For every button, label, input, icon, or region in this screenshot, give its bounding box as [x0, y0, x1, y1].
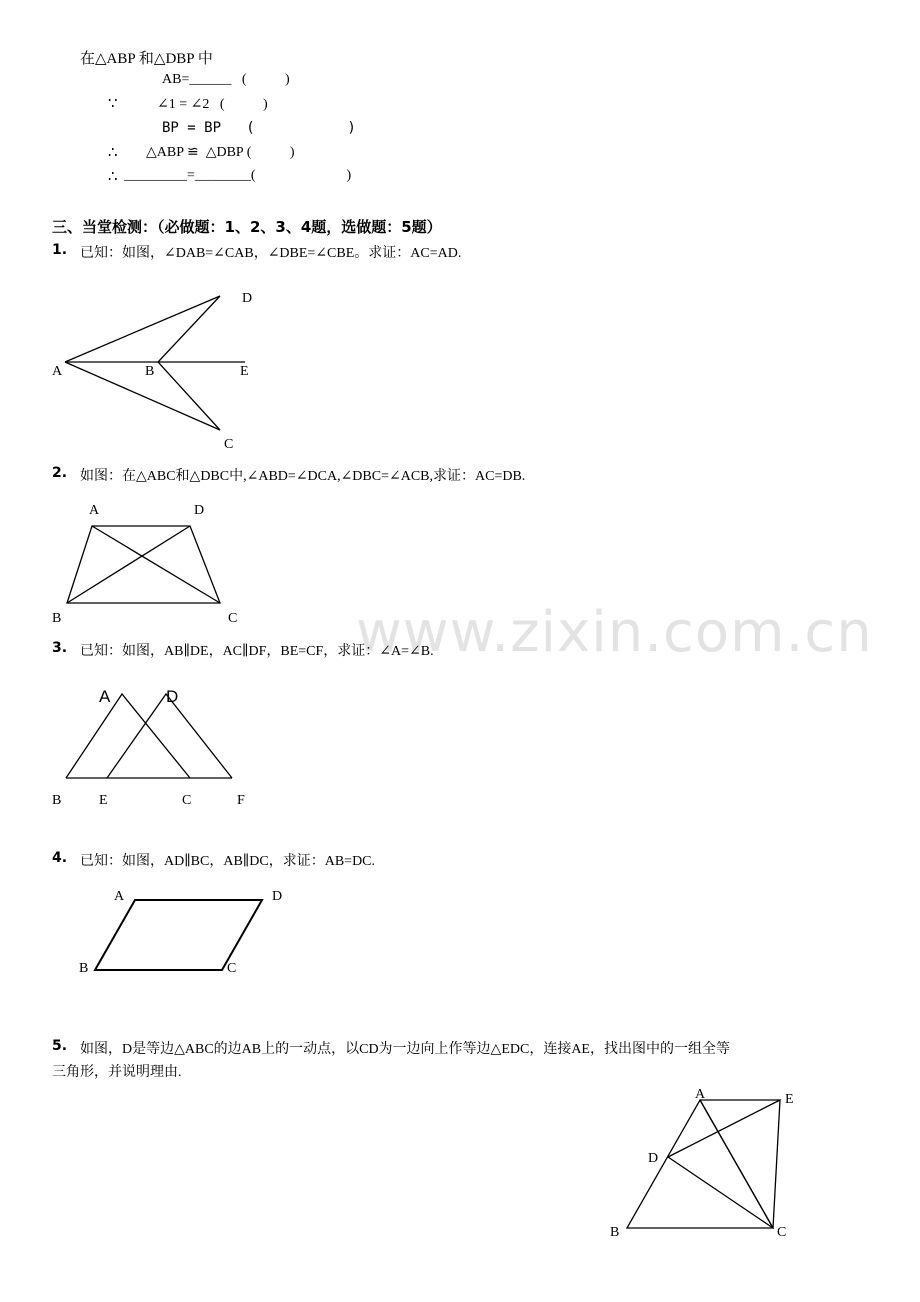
q1-kite — [65, 296, 220, 430]
q5-line-AC — [700, 1100, 773, 1228]
q1-label-B: B — [145, 364, 155, 379]
q5-triangle-EDC — [668, 1100, 780, 1228]
q3-label-D: D — [166, 687, 179, 706]
q2-figure — [67, 526, 220, 603]
proof-line-3: BP = BP ( ) — [162, 120, 356, 136]
because-symbol: ∵ — [108, 96, 118, 112]
q1-label-D: D — [242, 291, 253, 306]
q3-text: 已知：如图，AB∥DE，AC∥DF，BE=CF，求证：∠A=∠B. — [80, 644, 434, 659]
q2-line-AC — [92, 526, 220, 603]
q2-text: 如图：在△ABC和△DBC中,∠ABD=∠DCA,∠DBC=∠ACB,求证：AC=DB. — [80, 469, 526, 484]
proof-line-0: 在△ABP 和△DBP 中 — [80, 51, 213, 67]
watermark: www.zixin.com.cn — [356, 600, 873, 665]
q2-line-DB — [67, 526, 190, 603]
proof-line-5: _________=________( ) — [124, 168, 352, 183]
q3-number: 3. — [52, 640, 68, 656]
q4-number: 4. — [52, 850, 68, 866]
q3-label-C: C — [182, 793, 192, 808]
q3-triangle-ABC — [66, 694, 190, 778]
q5-label-B: B — [610, 1225, 620, 1240]
section-heading: 三、当堂检测：（必做题：1、2、3、4题，选做题：5题） — [52, 218, 442, 236]
q1-label-E: E — [240, 364, 249, 379]
q4-text: 已知：如图，AD∥BC，AB∥DC，求证：AB=DC. — [80, 854, 376, 869]
q2-label-B: B — [52, 611, 62, 626]
q1-label-C: C — [224, 437, 234, 452]
q1-number: 1. — [52, 242, 68, 258]
therefore-symbol-2: ∴ — [108, 169, 118, 185]
therefore-symbol-1: ∴ — [108, 145, 118, 161]
q4-label-D: D — [272, 889, 283, 904]
q3-label-A: A — [99, 687, 111, 706]
q5-label-C: C — [777, 1225, 787, 1240]
q4-label-C: C — [227, 961, 237, 976]
q5-label-E: E — [785, 1092, 794, 1107]
q2-trapezoid — [67, 526, 220, 603]
q3-label-E: E — [99, 793, 108, 808]
q1-text: 已知：如图，∠DAB=∠CAB，∠DBE=∠CBE。求证：AC=AD. — [80, 246, 462, 261]
q4-label-B: B — [79, 961, 89, 976]
q3-triangle-DEF — [107, 694, 232, 778]
proof-line-1: AB=______ ( ) — [162, 72, 290, 87]
q4-figure — [95, 900, 262, 970]
q2-label-D: D — [194, 503, 205, 518]
proof-line-4: △ABP ≌ △DBP ( ) — [146, 145, 295, 160]
q5-text-line-2: 三角形，并说明理由. — [52, 1065, 182, 1080]
q2-label-C: C — [228, 611, 238, 626]
proof-line-2: ∠1 = ∠2 ( ) — [157, 97, 268, 112]
q3-label-B: B — [52, 793, 62, 808]
q4-label-A: A — [114, 889, 125, 904]
q2-label-A: A — [89, 503, 100, 518]
q5-text-line-1: 如图，D是等边△ABC的边AB上的一动点，以CD为一边向上作等边△EDC，连接AE，找出图中的一组全等 — [80, 1042, 730, 1057]
q2-number: 2. — [52, 465, 68, 481]
q1-figure — [65, 296, 245, 430]
q5-label-A: A — [695, 1087, 706, 1102]
q5-number: 5. — [52, 1038, 68, 1054]
q5-label-D: D — [648, 1151, 659, 1166]
q3-figure — [66, 694, 232, 778]
q1-label-A: A — [52, 364, 63, 379]
q4-parallelogram — [95, 900, 262, 970]
q3-label-F: F — [237, 793, 245, 808]
